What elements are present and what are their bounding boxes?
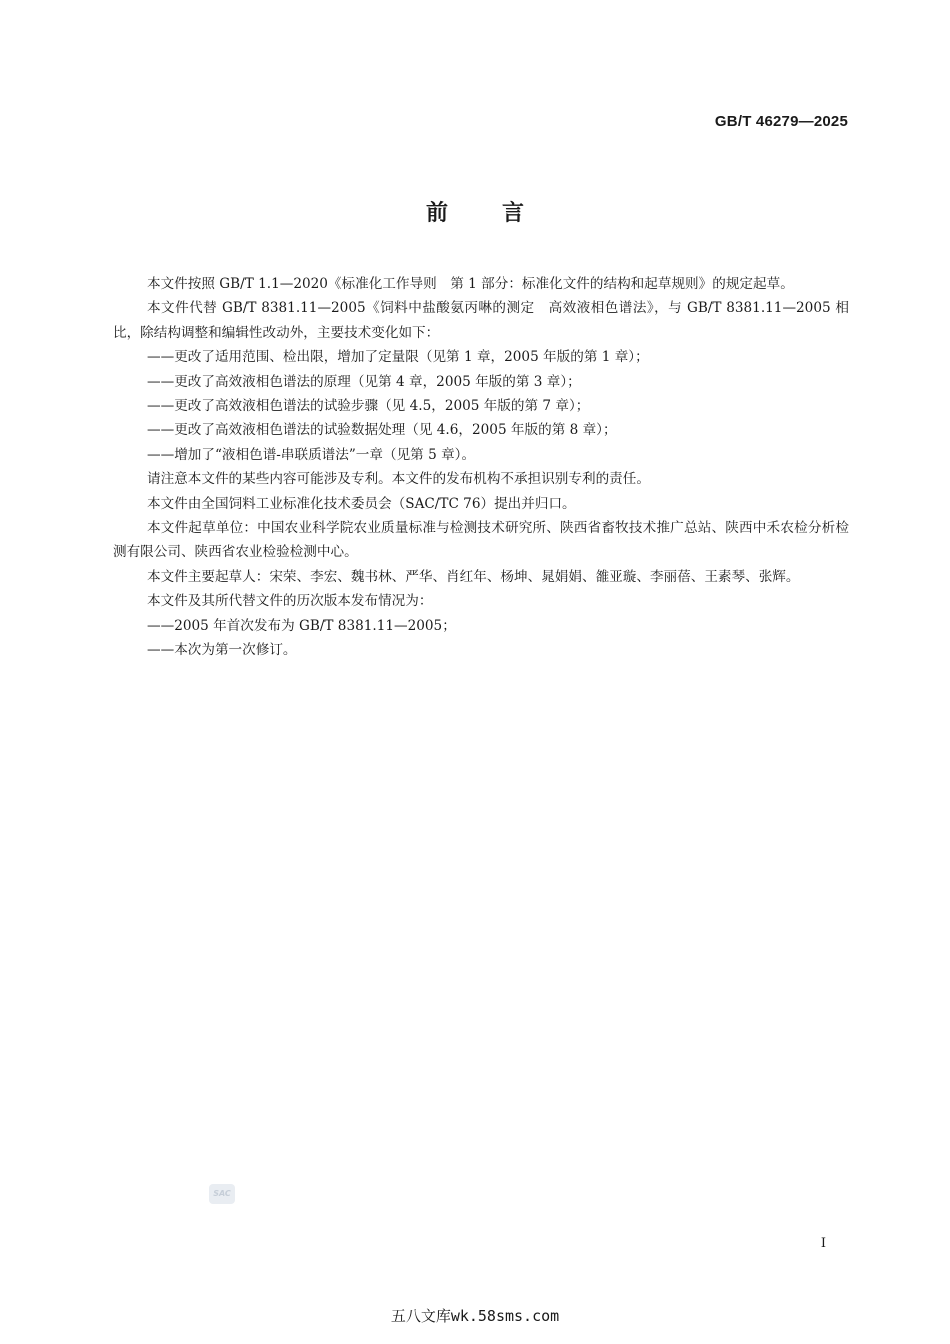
foreword-body [113,272,849,663]
paragraph-replacement: 本文件代替 GB/T 8381.11—2005《饲料中盐酸氨丙啉的测定 高效液相色谱法》，与 GB/T 8381.11—2005 相比，除结构调整和编辑性改动外，主要技术变化如下： [113,300,849,341]
history-item: ——2005 年首次发布为 GB/T 8381.11—2005； [147,617,456,634]
change-item: ——更改了高效液相色谱法的试验数据处理（见 4.6，2005 年版的第 8 章）； [147,422,617,439]
paragraph-drafting-rule: 本文件按照 GB/T 1.1—2020《标准化工作导则 第 1 部分：标准化文件的结构和起草规则》的规定起草。 [147,276,794,292]
change-item: ——增加了“液相色谱-串联质谱法”一章（见第 5 章）。 [147,446,476,463]
paragraph-drafters: 本文件主要起草人：宋荣、李宏、魏书林、严华、肖红年、杨坤、晁娟娟、雒亚璇、李丽蓓、王素琴、张辉。 [147,568,800,585]
change-item: ——更改了高效液相色谱法的原理（见第 4 章，2005 年版的第 3 章）； [147,373,581,390]
paragraph-drafting-units: 本文件起草单位：中国农业科学院农业质量标准与检测技术研究所、陕西省畜牧技术推广总站、陕西中禾农检分析检测有限公司、陕西省农业检验检测中心。 [113,520,849,561]
sac-watermark-logo: SAC [209,1184,235,1204]
paragraph-history-intro: 本文件及其所代替文件的历次版本发布情况为： [147,593,433,610]
title-char-2: 言 [502,201,525,226]
page-title [0,196,950,227]
paragraph-patent-notice: 请注意本文件的某些内容可能涉及专利。本文件的发布机构不承担识别专利的责任。 [147,471,650,488]
standard-number: GB/T 46279—2025 [714,113,848,130]
title-char-1: 前 [425,201,448,226]
page-number: I [820,1236,826,1251]
change-item: ——更改了高效液相色谱法的试验步骤（见 4.5，2005 年版的第 7 章）； [147,398,590,415]
history-item: ——本次为第一次修订。 [147,642,297,659]
change-item: ——更改了适用范围、检出限，增加了定量限（见第 1 章，2005 年版的第 1 章）； [147,349,649,366]
paragraph-proposer: 本文件由全国饲料工业标准化技术委员会（SAC/TC 76）提出并归口。 [147,495,576,512]
footer-watermark: 五八文库wk.58sms.com [390,1307,560,1325]
